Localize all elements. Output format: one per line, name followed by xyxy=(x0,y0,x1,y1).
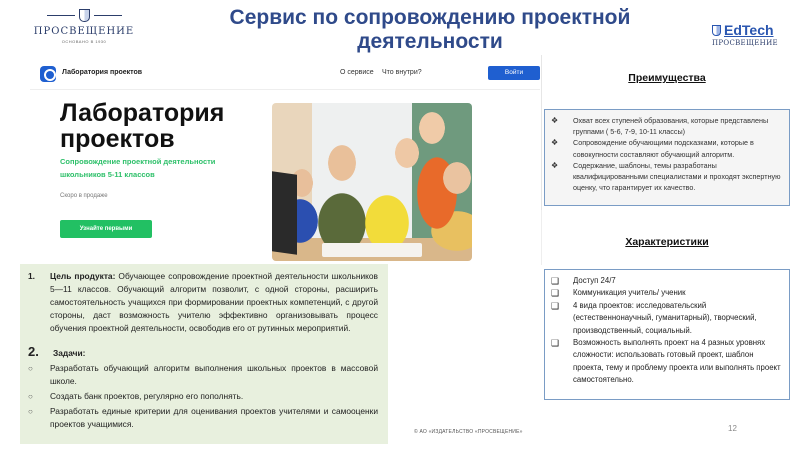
diamond-bullet-icon: ❖ xyxy=(551,138,559,148)
goal-description: Обучающее сопровождение проектной деятельности школьников 5—11 классов. Обучающий алгоритм позволит, с одной стороны, расширить самостоятельность учащихся при формировании проектных компетенций, с другой стороны, даст возможность учителю эффективно организовывать процесс обучения проектной деятельности, освободив его от рутинных мероприятий. xyxy=(50,271,378,333)
diamond-bullet-icon: ❖ xyxy=(551,160,559,170)
slide-title: Сервис по сопровождению проектной деятельности xyxy=(229,6,631,53)
circle-bullet-icon: ○ xyxy=(28,407,33,416)
laptop-image xyxy=(272,171,297,255)
goals-panel xyxy=(20,264,388,444)
advantage-item xyxy=(551,115,783,137)
nav-link-about[interactable]: О сервисе xyxy=(340,69,374,76)
logo-name: ПРОСВЕЩЕНИЕ xyxy=(33,26,135,37)
site-navbar xyxy=(30,58,540,90)
circle-bullet-icon: ○ xyxy=(28,364,33,373)
tasks-heading xyxy=(28,345,378,360)
logo-line-right xyxy=(94,15,122,16)
goal-text xyxy=(50,270,378,335)
lab-logo-icon[interactable] xyxy=(40,66,56,82)
feature-item xyxy=(551,287,783,299)
advantage-text: Содержание, шаблоны, темы разработаны квалифицированными специалистами и проходят экспертную оценку, что гарантирует их качество. xyxy=(573,160,781,193)
hero-photo xyxy=(272,103,472,261)
website-preview xyxy=(30,58,540,268)
logo-subtitle: ОСНОВАНО В 1930 xyxy=(61,39,107,44)
edtech-subtitle: ПРОСВЕЩЕНИЕ xyxy=(712,39,778,47)
edtech-logo xyxy=(712,22,792,47)
copyright: © АО «ИЗДАТЕЛЬСТВО «ПРОСВЕЩЕНИЕ» xyxy=(414,429,523,435)
task-text: Разработать обучающий алгоритм выполнения школьных проектов в массовой школе. xyxy=(50,363,378,386)
feature-item xyxy=(551,337,783,387)
shield-icon xyxy=(79,9,90,22)
task-item xyxy=(28,405,378,431)
divider xyxy=(541,210,542,265)
nav-link-inside[interactable]: Что внутри? xyxy=(382,69,422,76)
diamond-bullet-icon: ❖ xyxy=(551,116,559,125)
feature-item xyxy=(551,300,783,337)
login-button[interactable]: Войти xyxy=(488,66,540,80)
learn-first-button[interactable]: Узнайте первыми xyxy=(60,220,152,238)
page-number: 12 xyxy=(728,424,737,433)
checkbox-bullet-icon: ❑ xyxy=(551,276,560,286)
feature-text: Доступ 24/7 xyxy=(573,276,616,285)
hero-subtitle: Сопровождение проектной деятельности школьников 5-11 классов xyxy=(60,157,216,179)
shield-icon xyxy=(712,25,721,36)
feature-item xyxy=(551,275,783,287)
goal-number: 1. xyxy=(28,271,35,281)
feature-text: 4 вида проектов: исследовательский (естественнонаучный, гуманитарный), творческий, производственный, социальный. xyxy=(573,300,757,335)
advantages-title: Преимущества xyxy=(628,72,706,84)
feature-text: Коммуникация учитель/ ученик xyxy=(573,288,686,298)
goal-item xyxy=(28,270,378,335)
feature-text: Возможность выполнять проект на 4 разных уровнях сложности: использовать готовый проект, шаблон проекта, тему и проблему проекта или выполнять проект самостоятельно. xyxy=(573,338,781,385)
features-box xyxy=(544,269,790,400)
task-text: Разработать единые критерии для оценивания проектов учителями и самооценки проектов учащимися. xyxy=(50,406,378,429)
checkbox-bullet-icon: ❑ xyxy=(551,338,560,349)
logo-line-left xyxy=(47,15,75,16)
goal-label: Цель продукта: xyxy=(50,271,116,281)
advantages-box xyxy=(544,109,790,206)
tasks-label: Задачи: xyxy=(53,348,86,358)
site-brand[interactable]: Лаборатория проектов xyxy=(62,69,143,76)
checkbox-bullet-icon: ❑ xyxy=(551,288,560,299)
advantage-text: Сопровождение обучающими подсказками, которые в совокупности составляют обучающий алгоритм. xyxy=(573,138,754,159)
logo-emblem xyxy=(30,6,138,24)
task-text: Создать банк проектов, регулярно его пополнять. xyxy=(50,391,244,401)
hero-title-line1: Лаборатория xyxy=(60,99,225,127)
advantage-item xyxy=(551,137,783,159)
advantage-text: Охват всех ступеней образования, которые представлены группами ( 5-6, 7-9, 10-11 классы) xyxy=(573,116,769,137)
features-title: Характеристики xyxy=(625,236,709,248)
book-image xyxy=(322,243,422,257)
circle-bullet-icon: ○ xyxy=(28,392,33,401)
prosveshchenie-logo xyxy=(30,6,138,52)
checkbox-bullet-icon: ❑ xyxy=(551,300,560,311)
task-item xyxy=(28,390,378,403)
edtech-brand: EdTech xyxy=(724,22,774,38)
tasks-number: 2. xyxy=(28,344,39,359)
hero-status: Скоро в продаже xyxy=(60,193,108,199)
task-item xyxy=(28,362,378,388)
hero-title xyxy=(60,100,260,152)
hero-title-line2: проектов xyxy=(60,125,175,153)
advantage-item xyxy=(551,160,783,194)
